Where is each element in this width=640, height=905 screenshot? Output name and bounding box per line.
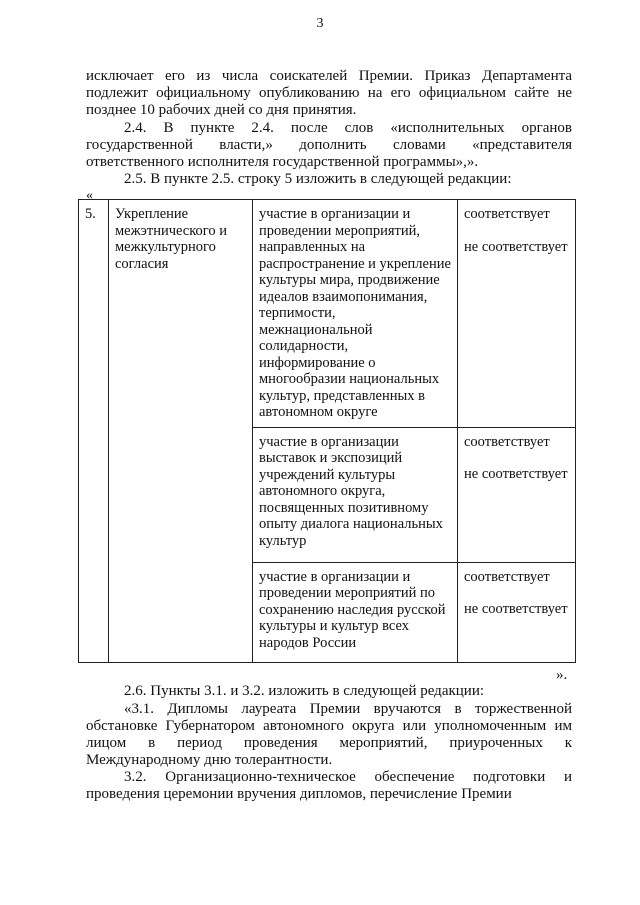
option-yes: соответствует <box>464 568 550 585</box>
criterion-name-cell: Укрепление межэтнического и межкультурного согласия <box>109 200 253 663</box>
paragraph-3-1: «3.1. Дипломы лауреата Премии вручаются в торжественной обстановке Губернатором автономного округа или уполномоченным им лицом в период проведения мероприятий, приуроченных к Международному дню толерантности. <box>86 701 572 768</box>
criterion-cell: участие в организации выставок и экспозиций учреждений культуры автономного округа, посвященных позитивному опыту диалога национальных культур <box>253 427 458 562</box>
table-close-quote: ». <box>556 667 568 683</box>
evaluation-cell <box>458 427 576 562</box>
paragraph-3-2: 3.2. Организационно-техническое обеспечение подготовки и проведения церемонии вручения дипломов, перечисление Премии <box>86 769 572 802</box>
table-row <box>79 200 576 428</box>
option-yes: соответствует <box>464 206 550 222</box>
paragraph-2-4: 2.4. В пункте 2.4. после слов «исполнительных органов государственной власти,» дополнить словами «представителя ответственного исполнителя государственной программы»,». <box>86 120 572 170</box>
page-number: 3 <box>316 16 324 31</box>
evaluation-cell <box>458 562 576 662</box>
paragraph-2-6: 2.6. Пункты 3.1. и 3.2. изложить в следующей редакции: <box>124 683 485 699</box>
criteria-table <box>78 199 576 663</box>
criterion-cell: участие в организации и проведении мероприятий по сохранению наследия русской культуры и культур всех народов России <box>253 562 458 662</box>
paragraph-continuation: исключает его из числа соискателей Премии. Приказ Департамента подлежит официальному опубликованию на его официальном сайте не позднее 10 рабочих дней со дня принятия. <box>86 68 572 118</box>
option-yes: соответствует <box>464 433 550 450</box>
option-no: не соответствует <box>464 238 568 255</box>
option-no: не соответствует <box>464 466 568 482</box>
option-no: не соответствует <box>464 601 568 617</box>
criterion-cell: участие в организации и проведении мероприятий, направленных на распространение и укрепление культуры мира, продвижение идеалов взаимопонимания, терпимости, межнациональной солидарности, информирование о многообразии национальных культур, представленных в автономном округе <box>253 200 458 428</box>
row-number-cell: 5. <box>79 200 109 663</box>
paragraph-2-5: 2.5. В пункте 2.5. строку 5 изложить в следующей редакции: <box>124 171 512 187</box>
table-open-quote: « <box>86 188 93 203</box>
evaluation-cell <box>458 200 576 428</box>
